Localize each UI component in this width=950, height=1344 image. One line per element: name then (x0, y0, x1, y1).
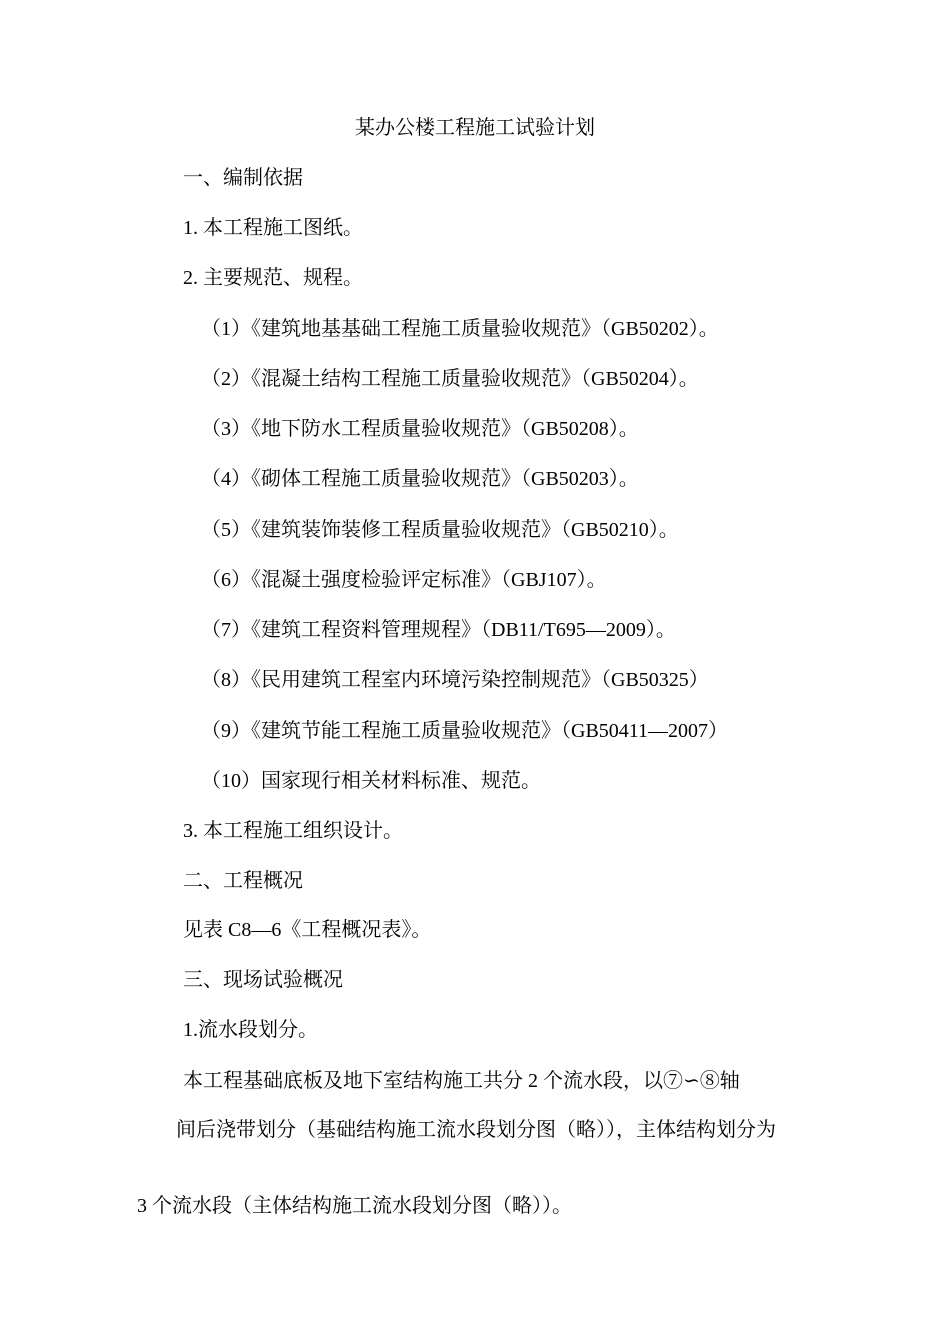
basis-item-3: 3. 本工程施工组织设计。 (183, 820, 403, 842)
standard-item: （10）国家现行相关材料标准、规范。 (201, 770, 541, 792)
standard-item: （1）《建筑地基基础工程施工质量验收规范》（GB50202）。 (201, 318, 719, 340)
section-2-heading: 二、工程概况 (183, 870, 303, 892)
paragraph-line-2: 间后浇带划分（基础结构施工流水段划分图（略）），主体结构划分为 (176, 1119, 776, 1141)
standard-item: （3）《地下防水工程质量验收规范》（GB50208）。 (201, 418, 639, 440)
subsection-1-heading: 1.流水段划分。 (183, 1019, 318, 1041)
standard-item: （4）《砌体工程施工质量验收规范》（GB50203）。 (201, 468, 639, 490)
paragraph-line-1: 本工程基础底板及地下室结构施工共分 2 个流水段，以⑦∽⑧轴 (183, 1070, 740, 1092)
section-3-heading: 三、现场试验概况 (183, 969, 343, 991)
basis-item-2: 2. 主要规范、规程。 (183, 267, 363, 289)
basis-item-1: 1. 本工程施工图纸。 (183, 217, 363, 239)
standard-item: （9）《建筑节能工程施工质量验收规范》（GB50411—2007） (201, 720, 729, 742)
standard-item: （8）《民用建筑工程室内环境污染控制规范》（GB50325） (201, 669, 709, 691)
standard-item: （5）《建筑装饰装修工程质量验收规范》（GB50210）。 (201, 519, 679, 541)
paragraph-line-3: 3 个流水段（主体结构施工流水段划分图（略））。 (137, 1195, 572, 1217)
section-1-heading: 一、编制依据 (183, 167, 303, 189)
overview-text: 见表 C8—6《工程概况表》。 (183, 919, 432, 941)
standard-item: （2）《混凝土结构工程施工质量验收规范》（GB50204）。 (201, 368, 699, 390)
document-title: 某办公楼工程施工试验计划 (355, 117, 595, 139)
standard-item: （6）《混凝土强度检验评定标准》（GBJ107）。 (201, 569, 607, 591)
standard-item: （7）《建筑工程资料管理规程》（DB11/T695—2009）。 (201, 619, 676, 641)
